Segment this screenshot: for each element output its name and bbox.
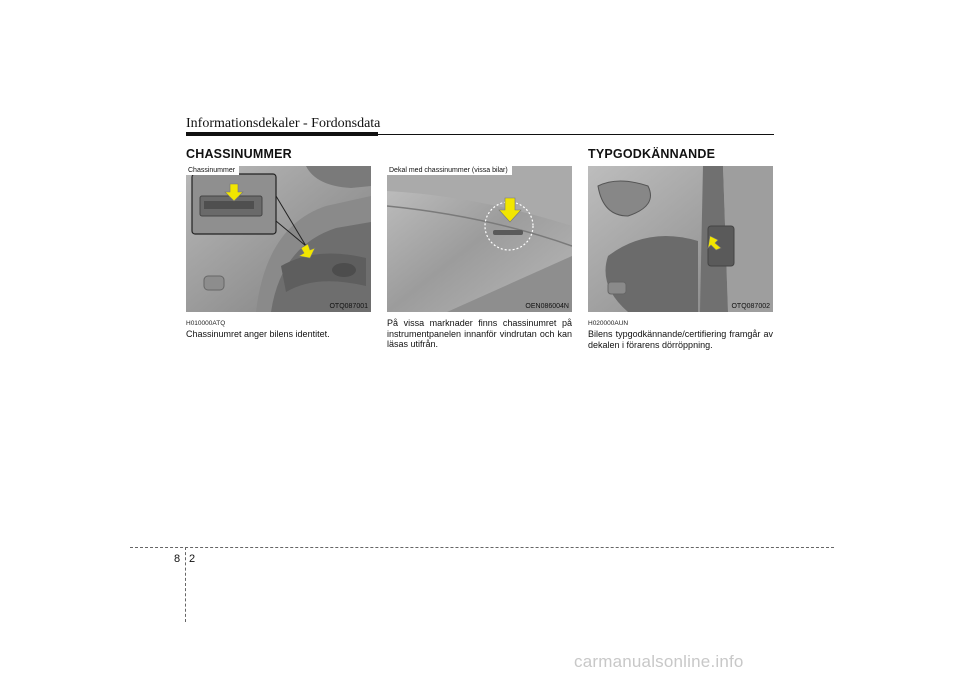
photo-chassinummer [186, 166, 371, 312]
body-text: Chassinumret anger bilens identitet. [186, 329, 330, 339]
reference-code: H020000AUN [588, 320, 629, 327]
page-number: 2 [189, 553, 196, 565]
section-heading-typgodkannande: TYPGODKÄNNANDE [588, 147, 716, 161]
watermark: carmanualsonline.info [574, 652, 744, 671]
door-sill-illustration [186, 166, 371, 312]
door-pillar-illustration [588, 166, 773, 312]
photo-code: OTQ087001 [329, 303, 368, 310]
body-text: På vissa marknader finns chassinumret på instrumentpanelen innanför vindrutan och kan läsas utifrån. [387, 318, 572, 349]
photo-code: OTQ087002 [731, 303, 770, 310]
windshield-illustration [387, 166, 572, 312]
photo-door-pillar [588, 166, 773, 312]
photo-dashboard [387, 166, 572, 312]
header-rule-thick [186, 132, 378, 136]
photo-code: OEN086004N [525, 303, 569, 310]
header-rule-thin [378, 134, 774, 135]
vertical-rule [185, 547, 186, 622]
header-title: Informationsdekaler - Fordonsdata [186, 116, 381, 131]
section-heading-chassinummer: CHASSINUMMER [186, 147, 292, 161]
body-text: Bilens typgodkännande/certifiering framgår av dekalen i förarens dörröppning. [588, 329, 773, 350]
page-chapter: 8 [174, 553, 181, 565]
photo-label: Dekal med chassinummer (vissa bilar) [387, 166, 512, 175]
reference-code: H010000ATQ [186, 320, 226, 327]
photo-label: Chassinummer [186, 166, 239, 175]
bottom-rule [130, 547, 834, 548]
